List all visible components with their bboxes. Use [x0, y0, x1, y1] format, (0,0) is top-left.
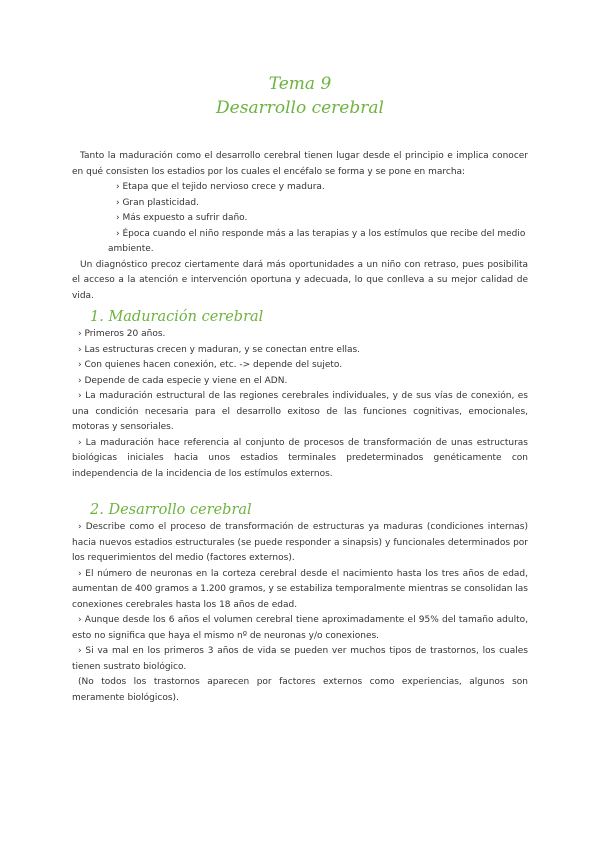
- intro-bullet: › Etapa que el tejido nervioso crece y madura.: [116, 182, 325, 192]
- intro-bullet: › Gran plasticidad.: [116, 197, 199, 208]
- list-item: › Depende de cada especie y viene en el ADN.: [78, 375, 288, 386]
- list-item: (No todos los trastornos aparecen por factores externos como experiencias, algunos son meramente biológicos).: [72, 677, 528, 703]
- list-item: › Las estructuras crecen y maduran, y se conectan entre ellas.: [78, 344, 361, 355]
- list-item: › Con quienes hacen conexión, etc. -> depende del sujeto.: [78, 360, 343, 370]
- page-subtitle: Desarrollo cerebral: [216, 98, 384, 118]
- intro-block: [72, 149, 528, 304]
- section-maduracion-list: [72, 327, 528, 482]
- page-title: Tema 9: [268, 74, 332, 94]
- intro-bullet-continuation: ambiente.: [108, 244, 154, 254]
- intro-paragraph: Un diagnóstico precoz ciertamente dará más oportunidades a un niño con retraso, pues posibilita el acceso a la atención e intervención oportuna y adecuada, lo que conlleva a su mejor calidad de vida.: [72, 259, 528, 301]
- list-item: › Si va mal en los primeros 3 años de vida se pueden ver muchos tipos de trastornos, los cuales tienen sustrato biológico.: [72, 646, 528, 672]
- intro-bullet: › Más expuesto a sufrir daño.: [116, 213, 248, 223]
- intro-paragraph: Tanto la maduración como el desarrollo cerebral tienen lugar desde el principio e implica conocer en qué consisten los estadios por los cuales el encéfalo se forma y se pone en marcha:: [72, 151, 528, 177]
- section-heading-maduracion: 1. Maduración cerebral: [90, 309, 264, 325]
- list-item: › Primeros 20 años.: [78, 329, 166, 339]
- section-desarrollo-list: [72, 520, 528, 706]
- intro-bullet: › Época cuando el niño responde más a las terapias y a los estímulos que recibe del medio: [116, 228, 526, 239]
- list-item: › La maduración estructural de las regiones cerebrales individuales, y de sus vías de conexión, es una condición necesaria para el desarrollo exitoso de las funciones cognitivas, emocionales, motoras y sensoriales.: [72, 391, 528, 432]
- list-item: › Aunque desde los 6 años el volumen cerebral tiene aproximadamente el 95% del tamaño adulto, esto no significa que haya el mismo nº de neuronas y/o conexiones.: [72, 615, 528, 641]
- list-item: › La maduración hace referencia al conjunto de procesos de transformación de unas estructuras biológicas iniciales hacia unos estadios terminales predeterminados genéticamente con independencia de la incidencia de los estímulos externos.: [72, 437, 528, 479]
- list-item: › Describe como el proceso de transformación de estructuras ya maduras (condiciones internas) hacia nuevos estadios estructurales (se puede responder a sinapsis) y funcionales determinados por los requerimientos del medio (factores externos).: [72, 522, 528, 563]
- list-item: › El número de neuronas en la corteza cerebral desde el nacimiento hasta los tres años de edad, aumentan de 400 gramos a 1.200 gramos, y se estabiliza temporalmente mientras se consolidan las conexiones cerebrales hasta los 18 años de edad.: [72, 568, 528, 610]
- section-heading-desarrollo: 2. Desarrollo cerebral: [90, 502, 252, 518]
